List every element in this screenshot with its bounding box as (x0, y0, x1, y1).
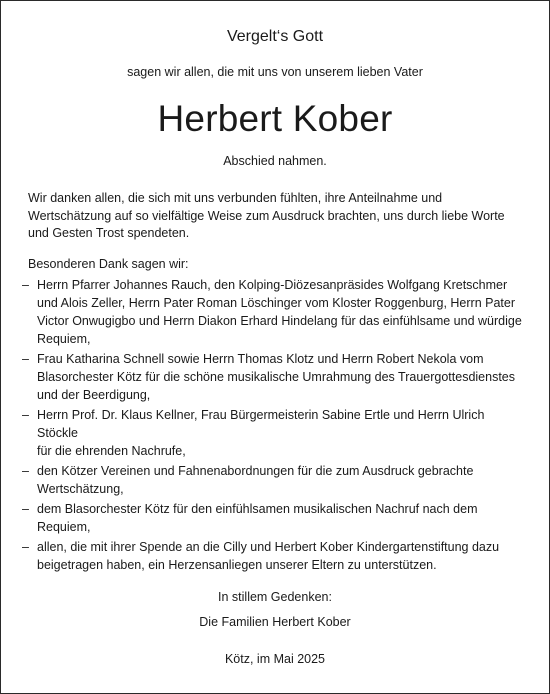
list-item-text: den Kötzer Vereinen und Fahnenabordnungen für die zum Ausdruck gebrachte Wertschätzung, (37, 464, 474, 496)
intro-line: sagen wir allen, die mit uns von unserem lieben Vater (127, 65, 423, 79)
dash-icon: – (22, 408, 29, 422)
dash-icon: – (22, 540, 29, 554)
list-item (22, 350, 527, 404)
special-thanks-title: Besonderen Dank sagen wir: (28, 257, 189, 271)
place-date: Kötz, im Mai 2025 (224, 652, 326, 666)
farewell-line: Abschied nahmen. (223, 154, 327, 168)
list-item-text: allen, die mit ihrer Spende an die Cilly und Herbert Kober Kindergartenstiftung dazu beigetragen haben, ein Herzensanliegen unserer Eltern zu unterstützen. (37, 540, 500, 572)
list-item-text: dem Blasorchester Kötz für den einfühlsamen musikalischen Nachruf nach dem Requiem, (37, 502, 478, 534)
list-item-text: Herrn Prof. Dr. Klaus Kellner, Frau Bürgermeisterin Sabine Ertle und Herrn Ulrich Stöckle für die ehrenden Nachrufe, (37, 408, 485, 458)
list-item-text: Frau Katharina Schnell sowie Herrn Thomas Klotz und Herrn Robert Nekola vom Blasorchester Kötz für die schöne musikalische Umrahmung des Trauergottesdienstes und der Beerdigung, (37, 352, 516, 402)
list-item (22, 276, 527, 348)
list-item-text: Herrn Pfarrer Johannes Rauch, den Kolping-Diözesanpräsides Wolfgang Kretschmer und Alois Zeller, Herrn Pater Roman Löschinger vom Kloster Roggenburg, Herrn Pater Victor Onwugigbo und Herrn Diakon Erhard Hindelang für das einfühlsame und würdige Requiem, (37, 278, 522, 346)
dash-icon: – (22, 464, 29, 478)
list-item (22, 462, 527, 498)
list-item (22, 406, 527, 460)
notice-heading: Vergelt‘s Gott (226, 28, 324, 45)
list-item (22, 500, 527, 536)
thanks-paragraph: Wir danken allen, die sich mit uns verbunden fühlten, ihre Anteilnahme und Wertschätzung auf so vielfältige Weise zum Ausdruck brachten, uns durch liebe Worte und Gesten Trost spendeten. (28, 191, 505, 240)
list-item (22, 538, 527, 574)
dash-icon: – (22, 278, 29, 292)
special-thanks-list (22, 276, 527, 576)
closing-line: In stillem Gedenken: (218, 590, 332, 604)
family-signature: Die Familien Herbert Kober (199, 615, 351, 629)
dash-icon: – (22, 352, 29, 366)
deceased-name: Herbert Kober (157, 98, 393, 139)
dash-icon: – (22, 502, 29, 516)
